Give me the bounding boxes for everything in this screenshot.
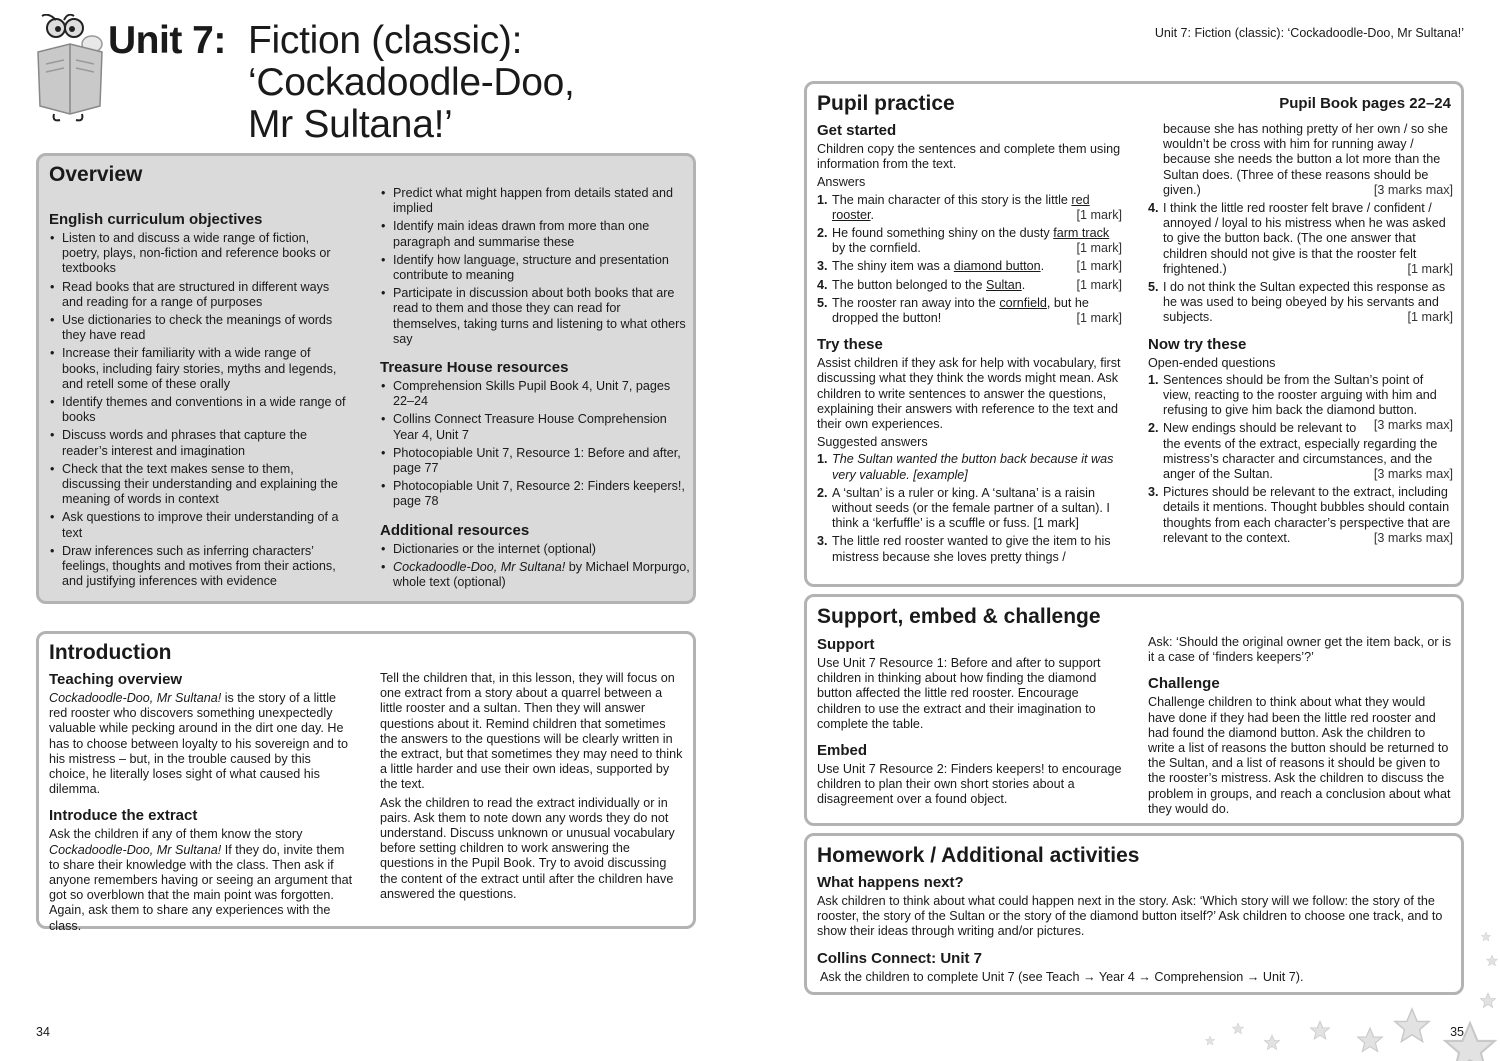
get-started-answers bbox=[817, 193, 1122, 327]
list-item: • Discuss words and phrases that capture the reader’s interest and imagination bbox=[49, 428, 349, 458]
list-item: 2. He found something shiny on the dusty farm track by the cornfield. [1 mark] bbox=[817, 226, 1122, 256]
support-left-column bbox=[817, 636, 1122, 811]
bee-reading-newspaper-icon bbox=[34, 14, 106, 124]
introduction-box bbox=[36, 631, 696, 933]
answers-label: Answers bbox=[817, 175, 866, 190]
challenge-text: Challenge children to think about what they would have done if they had been the little red rooster and had found the diamond button. Ask the children to write a list of reasons the button should be returned to the Sultan, and a list of reasons it should be given to the rooster’s mistress. Ask the children to discuss the problem in groups, and reach a conclusion about what they would do. bbox=[1148, 695, 1451, 816]
list-item: • Photocopiable Unit 7, Resource 1: Before and after, page 77 bbox=[380, 446, 690, 476]
list-item: • Cockadoodle-Doo, Mr Sultana! by Michael Morpurgo, whole text (optional) bbox=[380, 560, 690, 590]
pupil-left-column bbox=[817, 122, 1122, 568]
running-header: Unit 7: Fiction (classic): ‘Cockadoodle-Doo, Mr Sultana!’ bbox=[1154, 26, 1464, 40]
overview-title: Overview bbox=[49, 163, 143, 186]
list-item: • Collins Connect Treasure House Comprehension Year 4, Unit 7 bbox=[380, 412, 690, 442]
list-item: • Dictionaries or the internet (optional) bbox=[380, 542, 690, 557]
support-text: Use Unit 7 Resource 1: Before and after to support children in thinking about how finding the diamond button affected the little red rooster. Encourage children to use the extract and their imagination to complete the table. bbox=[817, 656, 1101, 731]
open-ended-label: Open-ended questions bbox=[1148, 355, 1276, 370]
embed-heading: Embed bbox=[817, 742, 868, 760]
treasure-list bbox=[380, 379, 690, 510]
now-try-these-answers bbox=[1148, 373, 1453, 546]
try-these-answers-continued bbox=[1148, 122, 1453, 326]
additional-list bbox=[380, 542, 690, 591]
list-item: • Participate in discussion about both books that are read to them and those they can read for themselves, taking turns and listening to what others say bbox=[380, 286, 690, 347]
list-item: • Read books that are structured in different ways and reading for a range of purposes bbox=[49, 280, 349, 310]
teaching-overview-heading: Teaching overview bbox=[49, 671, 183, 688]
list-item: • Draw inferences such as inferring characters’ feelings, thoughts and motives from their actions, and justifying inferences with evidence bbox=[49, 544, 349, 590]
list-item: 2. New endings should be relevant to the events of the extract, especially regarding the mistress’s character and circumstances, and the anger of the Sultan. [3 marks max] bbox=[1148, 421, 1453, 482]
list-item: • Identify themes and conventions in a wide range of books bbox=[49, 395, 349, 425]
page-number-right: 35 bbox=[1450, 1025, 1464, 1039]
support-heading: Support bbox=[817, 636, 875, 653]
list-item: 4. The button belonged to the Sultan. [1 mark] bbox=[817, 277, 1122, 292]
support-right-column bbox=[1148, 635, 1453, 820]
pupil-practice-box bbox=[804, 81, 1464, 587]
list-item: • Ask questions to improve their understanding of a text bbox=[49, 510, 349, 540]
embed-text: Use Unit 7 Resource 2: Finders keepers! to encourage children to plan their own short stories about a disagreement over a found object. bbox=[817, 762, 1122, 807]
list-item: 2. A ‘sultan’ is a ruler or king. A ‘sultana’ is a raisin without seeds (or the female partner of a sultan). I think a ‘kerfuffle’ is a scuffle or fuss. [1 mark] bbox=[817, 485, 1110, 531]
book-title: Cockadoodle-Doo, Mr Sultana! bbox=[393, 559, 566, 574]
objectives-list bbox=[49, 231, 349, 589]
page-number-left: 34 bbox=[36, 1025, 50, 1039]
list-item: 1. Sentences should be from the Sultan’s point of view, reacting to the rooster arguing with him and refusing to give him back the diamond button. [3 marks max] bbox=[1148, 372, 1453, 433]
intro-paragraph: Tell the children that, in this lesson, they will focus on one extract from a story about a quarrel between a little rooster and a sultan. Then they will answer questions about it. Remind children that sometimes the answers to the questions will be clearly written in the extract, but that sometimes they may need to think a little harder and use their own ideas, supported by the text. bbox=[380, 671, 683, 792]
page-title bbox=[248, 20, 575, 146]
introduction-left-column bbox=[49, 671, 354, 937]
treasure-heading: Treasure House resources bbox=[380, 359, 569, 377]
get-started-heading: Get started bbox=[817, 122, 897, 139]
list-item: 5. I do not think the Sultan expected this response as he was used to being obeyed by his servants and subjects. [1 mark] bbox=[1148, 280, 1453, 325]
try-these-heading: Try these bbox=[817, 336, 883, 354]
overview-right-column bbox=[380, 186, 690, 593]
list-item: 3. The shiny item was a diamond button. [1 mark] bbox=[817, 259, 1122, 274]
intro-paragraph: Ask the children to read the extract individually or in pairs. Ask them to note down any words they do not understand. Discuss unknown or unusual vocabulary before setting children to work answering the questions in the Pupil Book. Try to avoid discussing the content of the extract until after the children have answered the questions. bbox=[380, 795, 675, 901]
list-item: because she has nothing pretty of her own / so she wouldn’t be cross with him for running away / because she needs the button a lot more than the Sultan does. (Three of these reasons should be given.) [3 marks max] bbox=[1163, 122, 1453, 197]
list-item: 3. The little red rooster wanted to give the item to his mistress because she loves pretty things / bbox=[817, 534, 1111, 564]
list-item: • Use dictionaries to check the meanings of words they have read bbox=[49, 313, 349, 343]
try-these-answers bbox=[817, 452, 1122, 564]
title-line-1: Fiction (classic): bbox=[248, 19, 523, 62]
challenge-heading: Challenge bbox=[1148, 675, 1220, 693]
list-item: 5. The rooster ran away into the cornfield, but he dropped the button! [1 mark] bbox=[817, 295, 1122, 326]
get-started-text: Children copy the sentences and complete them using information from the text. bbox=[817, 142, 1121, 172]
list-item: • Predict what might happen from details stated and implied bbox=[380, 186, 690, 216]
introduce-extract-text: Ask the children if any of them know the story Cockadoodle-Doo, Mr Sultana! If they do, invite them to share their knowledge with the class. Then ask if anyone remembers having or seeing an argument that got so overblown that the main point was forgotten. Again, ask them to share any experiences with the class. bbox=[49, 827, 353, 933]
title-line-2: ‘Cockadoodle-Doo, bbox=[248, 61, 575, 104]
collins-connect-heading: Collins Connect: Unit 7 bbox=[817, 949, 982, 967]
list-item: • Comprehension Skills Pupil Book 4, Unit 7, pages 22–24 bbox=[380, 379, 690, 409]
list-item: 1. The Sultan wanted the button back because it was very valuable. [example] bbox=[817, 452, 1114, 482]
list-item: 3. Pictures should be relevant to the extract, including details it mentions. Thought bubbles should contain thoughts from each character’s perspective that are relevant to the context. [3 marks max] bbox=[1148, 485, 1453, 545]
introduce-extract-heading: Introduce the extract bbox=[49, 807, 198, 825]
introduction-right-column bbox=[380, 671, 685, 905]
list-item: • Identify how language, structure and presentation contribute to meaning bbox=[380, 253, 690, 283]
list-item: • Check that the text makes sense to them, discussing their understanding and explaining the meaning of words in context bbox=[49, 462, 349, 508]
suggested-answers-label: Suggested answers bbox=[817, 435, 928, 450]
homework-title: Homework / Additional activities bbox=[817, 844, 1140, 867]
list-item: 1. The main character of this story is the little red rooster. [1 mark] bbox=[817, 192, 1122, 222]
list-item: • Identify main ideas drawn from more than one paragraph and summarise these bbox=[380, 219, 690, 249]
teaching-overview-text: Cockadoodle-Doo, Mr Sultana! is the story of a little red rooster who discovers something unexpectedly valuable while pecking around in the dirt one day. He has to choose between loyalty to his sovereign and to his mistress – but, in the trouble caused by this choice, he literally loses sight of what caused his dilemma. bbox=[49, 691, 348, 797]
overview-left-column bbox=[49, 211, 349, 592]
what-happens-next-heading: What happens next? bbox=[817, 874, 964, 891]
introduction-title: Introduction bbox=[49, 641, 172, 664]
now-try-these-heading: Now try these bbox=[1148, 335, 1247, 353]
overview-box bbox=[36, 153, 696, 604]
ask-text: Ask: ‘Should the original owner get the item back, or is it a case of ‘finders keepers’?’ bbox=[1148, 635, 1452, 665]
try-these-text: Assist children if they ask for help with vocabulary, first discussing what they think the words might mean. Ask children to write sentences to answer the questions, explaining their answers with reference to the text and their own experiences. bbox=[817, 356, 1121, 432]
additional-heading: Additional resources bbox=[380, 521, 530, 539]
pupil-practice-title: Pupil practice bbox=[817, 92, 955, 115]
list-item: • Increase their familiarity with a wide range of books, including fairy stories, myths and legends, and retell some of these orally bbox=[49, 346, 349, 392]
list-item: 4. I think the little red rooster felt brave / confident / annoyed / loyal to his mistress when he was asked to give the button back. (The one answer that children should not give is that the rooster felt frightened.) [1 mark] bbox=[1148, 201, 1453, 276]
unit-label: Unit 7: bbox=[108, 19, 226, 62]
support-box bbox=[804, 594, 1464, 826]
what-happens-next-text: Ask children to think about what could happen next in the story. Ask: ‘Which story will we follow: the story of the rooster, the story of the Sultan or the story of the diamond button itself?’ Ask children to choose one track, and to show their ideas through writing and/or pictures. bbox=[817, 894, 1443, 939]
objectives-list-continued bbox=[380, 186, 690, 347]
list-item: • Listen to and discuss a wide range of fiction, poetry, plays, non-fiction and reference books or textbooks bbox=[49, 231, 349, 277]
collins-connect-text: Ask the children to complete Unit 7 (see Teach → Year 4 → Comprehension → Unit 7). bbox=[820, 969, 1304, 984]
list-item: • Photocopiable Unit 7, Resource 2: Finders keepers!, page 78 bbox=[380, 479, 690, 509]
support-title: Support, embed & challenge bbox=[817, 605, 1101, 628]
title-line-3: Mr Sultana!’ bbox=[248, 103, 453, 146]
pupil-book-pages: Pupil Book pages 22–24 bbox=[1279, 95, 1451, 112]
objectives-heading: English curriculum objectives bbox=[49, 211, 263, 228]
pupil-right-column bbox=[1148, 122, 1453, 549]
